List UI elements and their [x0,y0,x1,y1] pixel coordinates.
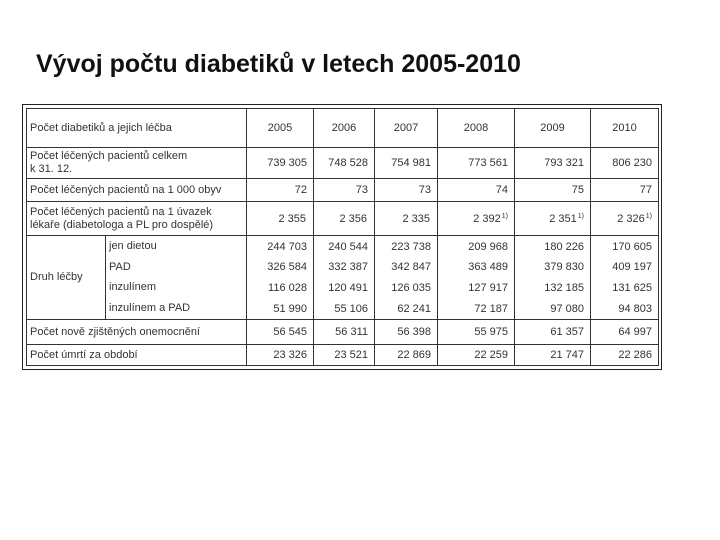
row-label: Počet léčených pacientů na 1 000 obyv [27,179,247,202]
year-header: 2005 [247,109,314,148]
table-cell: 2 355 [247,202,314,236]
table-cell: 2 335 [375,202,438,236]
table-cell: 754 981 [375,148,438,179]
table-row [27,202,659,236]
diabetes-table [26,108,659,366]
sub-row-label: jen dietou [106,236,247,257]
table-cell: 21 747 [515,345,591,366]
table-cell: 326 584 [247,257,314,278]
table-cell: 2 356 [314,202,375,236]
row-label-line2: k 31. 12. [30,163,73,176]
table-row [27,277,659,298]
year-header: 2009 [515,109,591,148]
table-cell: 55 975 [438,320,515,345]
table-cell: 126 035 [375,277,438,298]
table-cell: 61 357 [515,320,591,345]
table-row [27,148,659,179]
row-label-line2: lékaře (diabetologa a PL pro dospělé) [30,218,214,231]
table-cell: 62 241 [375,298,438,320]
table-cell: 170 605 [591,236,659,257]
table-cell: 131 625 [591,277,659,298]
header-row [27,109,659,148]
table-row [27,298,659,320]
table-cell: 64 997 [591,320,659,345]
page-title: Vývoj počtu diabetiků v letech 2005-2010 [36,50,521,78]
table-row [27,257,659,278]
table-cell: 56 545 [247,320,314,345]
table-cell: 55 106 [314,298,375,320]
table-cell: 209 968 [438,236,515,257]
table-cell: 2 351$^{1)}$ [515,202,591,236]
table-cell: 748 528 [314,148,375,179]
table-row [27,236,659,257]
table-cell: 97 080 [515,298,591,320]
year-header: 2010 [591,109,659,148]
data-table-frame [22,104,662,370]
table-cell: 363 489 [438,257,515,278]
table-cell: 56 398 [375,320,438,345]
table-cell: 23 521 [314,345,375,366]
table-cell: 223 738 [375,236,438,257]
table-cell: 56 311 [314,320,375,345]
group-label: Druh léčby [27,236,106,320]
table-cell: 379 830 [515,257,591,278]
table-cell: 180 226 [515,236,591,257]
table-cell: 793 321 [515,148,591,179]
table-cell: 72 [247,179,314,202]
table-cell: 75 [515,179,591,202]
table-cell: 22 259 [438,345,515,366]
year-header: 2007 [375,109,438,148]
table-cell: 773 561 [438,148,515,179]
row-label: Počet nově zjištěných onemocnění [27,320,247,345]
row-label [27,148,247,179]
table-cell: 73 [375,179,438,202]
row-label: Počet úmrtí za období [27,345,247,366]
table-cell: 2 326$^{1)}$ [591,202,659,236]
table-cell: 74 [438,179,515,202]
year-header: 2006 [314,109,375,148]
table-cell: 409 197 [591,257,659,278]
table-row [27,345,659,366]
table-cell: 94 803 [591,298,659,320]
table-cell: 77 [591,179,659,202]
sub-row-label: inzulínem [106,277,247,298]
table-cell: 244 703 [247,236,314,257]
table-cell: 806 230 [591,148,659,179]
table-cell: 72 187 [438,298,515,320]
table-cell: 73 [314,179,375,202]
row-label-line1: Počet léčených pacientů celkem [30,150,188,163]
table-cell: 22 869 [375,345,438,366]
table-cell: 332 387 [314,257,375,278]
table-cell: 51 990 [247,298,314,320]
row-label-line1: Počet léčených pacientů na 1 úvazek [30,205,212,218]
table-row [27,320,659,345]
row-label [27,202,247,236]
sub-row-label: inzulínem a PAD [106,298,247,320]
table-cell: 739 305 [247,148,314,179]
year-header: 2008 [438,109,515,148]
table-cell: 240 544 [314,236,375,257]
table-cell: 2 392$^{1)}$ [438,202,515,236]
table-cell: 22 286 [591,345,659,366]
table-cell: 342 847 [375,257,438,278]
table-row [27,179,659,202]
sub-row-label: PAD [106,257,247,278]
footnote-marker: 1) [501,212,508,220]
footnote-marker: 1) [577,212,584,220]
footnote-marker: 1) [645,212,652,220]
table-cell: 23 326 [247,345,314,366]
table-cell: 116 028 [247,277,314,298]
table-cell: 127 917 [438,277,515,298]
table-cell: 132 185 [515,277,591,298]
table-cell: 120 491 [314,277,375,298]
header-label: Počet diabetiků a jejich léčba [27,109,247,148]
